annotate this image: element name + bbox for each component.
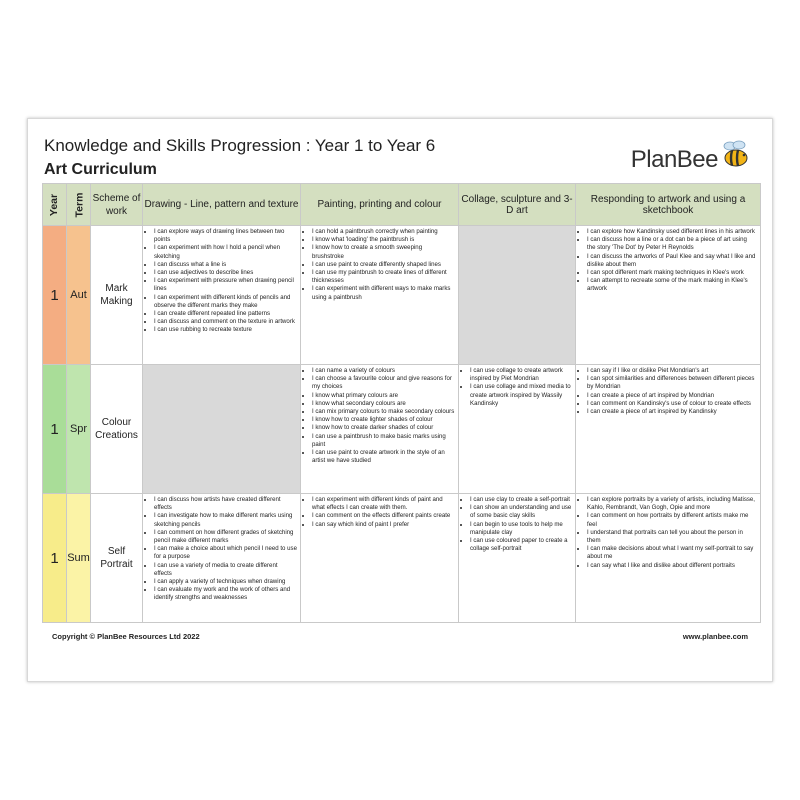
list-item: • I can use clay to create a self-portrait bbox=[470, 496, 572, 504]
list-item: • I understand that portraits can tell you about the person in them bbox=[587, 529, 757, 545]
col-header-year: Year bbox=[43, 184, 67, 226]
list-item: • I can use coloured paper to create a collage self-portrait bbox=[470, 537, 572, 553]
painting-cell bbox=[301, 365, 459, 494]
page-title: Knowledge and Skills Progression : Year 1 to Year 6 bbox=[44, 136, 436, 155]
list-item: • I can make a choice about which pencil I need to use for a purpose bbox=[154, 545, 297, 561]
year-cell: 1 bbox=[43, 494, 67, 623]
list-item: • I can use rubbing to recreate texture bbox=[154, 326, 297, 334]
list-item: • I can spot different mark making techniques in Klee's work bbox=[587, 269, 757, 277]
table-row bbox=[43, 226, 761, 365]
list-item: • I can experiment with different ways to make marks using a paintbrush bbox=[312, 285, 455, 301]
curriculum-sheet bbox=[28, 119, 772, 681]
list-item: • I know what secondary colours are bbox=[312, 400, 455, 408]
list-item: • I can explore how Kandinsky used different lines in his artwork bbox=[587, 228, 757, 236]
list-item: • I can discuss what a line is bbox=[154, 261, 297, 269]
list-item: • I can say what I like and dislike about different portraits bbox=[587, 562, 757, 570]
list-item: • I can choose a favourite colour and give reasons for my choices bbox=[312, 375, 455, 391]
list-item: • I know what 'loading' the paintbrush is bbox=[312, 236, 455, 244]
page-subtitle: Art Curriculum bbox=[44, 161, 157, 178]
list-item: • I can evaluate my work and the work of others and identify strengths and weaknesses bbox=[154, 586, 297, 602]
list-item: • I can use paint to create artwork in the style of an artist we have studied bbox=[312, 449, 455, 465]
list-item: • I can attempt to recreate some of the mark making in Klee's artwork bbox=[587, 277, 757, 293]
drawing-cell bbox=[143, 494, 301, 623]
bullet-list bbox=[459, 365, 575, 408]
list-item: • I know how to create a smooth sweeping brushstroke bbox=[312, 244, 455, 260]
bullet-list bbox=[459, 494, 575, 553]
list-item: • I can create a piece of art inspired by Kandinsky bbox=[587, 408, 757, 416]
list-item: • I can discuss the artworks of Paul Klee and say what I like and dislike about them bbox=[587, 253, 757, 269]
bullet-list bbox=[143, 494, 300, 603]
painting-cell bbox=[301, 494, 459, 623]
list-item: • I can experiment with pressure when drawing pencil lines bbox=[154, 277, 297, 293]
list-item: • I can comment on how different grades of sketching pencil make different marks bbox=[154, 529, 297, 545]
list-item: • I can experiment with different kinds of paint and what effects I can create with them. bbox=[312, 496, 455, 512]
list-item: • I can use collage to create artwork inspired by Piet Mondrian bbox=[470, 367, 572, 383]
bullet-list bbox=[301, 365, 458, 465]
list-item: • I can comment on the effects different paints create bbox=[312, 512, 455, 520]
header-row bbox=[43, 184, 761, 226]
list-item: • I can show an understanding and use of some basic clay skills bbox=[470, 504, 572, 520]
painting-cell bbox=[301, 226, 459, 365]
logo-text: PlanBee bbox=[630, 146, 718, 173]
responding-cell bbox=[576, 494, 761, 623]
collage-cell bbox=[459, 494, 576, 623]
bee-icon bbox=[718, 139, 752, 173]
table-row bbox=[43, 365, 761, 494]
list-item: • I can apply a variety of techniques when drawing bbox=[154, 578, 297, 586]
term-cell: Spr bbox=[67, 365, 91, 494]
year-cell: 1 bbox=[43, 365, 67, 494]
list-item: • I can comment on Kandinsky's use of colour to create effects bbox=[587, 400, 757, 408]
table-row bbox=[43, 494, 761, 623]
scheme-cell: Self Portrait bbox=[91, 494, 143, 623]
list-item: • I can discuss how a line or a dot can be a piece of art using the story 'The Dot' by Peter H Reynolds bbox=[587, 236, 757, 252]
list-item: • I can use a paintbrush to make basic marks using paint bbox=[312, 433, 455, 449]
term-cell: Aut bbox=[67, 226, 91, 365]
list-item: • I can explore ways of drawing lines between two points bbox=[154, 228, 297, 244]
term-cell: Sum bbox=[67, 494, 91, 623]
col-header-term: Term bbox=[67, 184, 91, 226]
list-item: • I can hold a paintbrush correctly when painting bbox=[312, 228, 455, 236]
scheme-cell: Colour Creations bbox=[91, 365, 143, 494]
bullet-list bbox=[143, 226, 300, 335]
collage-cell bbox=[459, 365, 576, 494]
list-item: • I can explore portraits by a variety of artists, including Matisse, Kahlo, Rembrandt, Van Gogh, Opie and more bbox=[587, 496, 757, 512]
list-item: • I can use paint to create differently shaped lines bbox=[312, 261, 455, 269]
list-item: • I can create different repeated line patterns bbox=[154, 310, 297, 318]
year-cell: 1 bbox=[43, 226, 67, 365]
scheme-cell: Mark Making bbox=[91, 226, 143, 365]
list-item: • I can begin to use tools to help me manipulate clay bbox=[470, 521, 572, 537]
list-item: • I can discuss and comment on the texture in artwork bbox=[154, 318, 297, 326]
list-item: • I can use a variety of media to create different effects bbox=[154, 562, 297, 578]
responding-cell bbox=[576, 365, 761, 494]
col-header-responding: Responding to artwork and using a sketchbook bbox=[576, 184, 761, 226]
bullet-list bbox=[576, 365, 760, 416]
col-header-scheme: Scheme of work bbox=[91, 184, 143, 226]
list-item: • I can experiment with different kinds of pencils and observe the different marks they make bbox=[154, 294, 297, 310]
col-header-collage: Collage, sculpture and 3-D art bbox=[459, 184, 576, 226]
col-header-painting: Painting, printing and colour bbox=[301, 184, 459, 226]
copyright-text: Copyright © PlanBee Resources Ltd 2022 bbox=[52, 632, 200, 641]
list-item: • I can say if I like or dislike Piet Mondrian's art bbox=[587, 367, 757, 375]
progression-table bbox=[42, 183, 761, 623]
list-item: • I can name a variety of colours bbox=[312, 367, 455, 375]
list-item: • I know how to create darker shades of colour bbox=[312, 424, 455, 432]
list-item: • I can say which kind of paint I prefer bbox=[312, 521, 455, 529]
bullet-list bbox=[301, 494, 458, 529]
list-item: • I can use collage and mixed media to create artwork inspired by Wassily Kandinsky bbox=[470, 383, 572, 408]
list-item: • I know how to create lighter shades of colour bbox=[312, 416, 455, 424]
website-text: www.planbee.com bbox=[682, 632, 748, 641]
list-item: • I can investigate how to make different marks using sketching pencils bbox=[154, 512, 297, 528]
list-item: • I can experiment with how I hold a pencil when sketching bbox=[154, 244, 297, 260]
list-item: • I know what primary colours are bbox=[312, 392, 455, 400]
list-item: • I can use adjectives to describe lines bbox=[154, 269, 297, 277]
list-item: • I can make decisions about what I want my self-portrait to say about me bbox=[587, 545, 757, 561]
list-item: • I can mix primary colours to make secondary colours bbox=[312, 408, 455, 416]
bullet-list bbox=[301, 226, 458, 302]
list-item: • I can create a piece of art inspired by Mondrian bbox=[587, 392, 757, 400]
list-item: • I can comment on how portraits by different artists make me feel bbox=[587, 512, 757, 528]
bullet-list bbox=[576, 226, 760, 294]
list-item: • I can spot similarities and differences between different pieces by Mondrian bbox=[587, 375, 757, 391]
col-header-drawing: Drawing - Line, pattern and texture bbox=[143, 184, 301, 226]
list-item: • I can use my paintbrush to create lines of different thicknesses bbox=[312, 269, 455, 285]
list-item: • I can discuss how artists have created different effects bbox=[154, 496, 297, 512]
drawing-cell bbox=[143, 365, 301, 494]
bullet-list bbox=[576, 494, 760, 570]
planbee-logo bbox=[612, 139, 752, 179]
responding-cell bbox=[576, 226, 761, 365]
drawing-cell bbox=[143, 226, 301, 365]
collage-cell bbox=[459, 226, 576, 365]
